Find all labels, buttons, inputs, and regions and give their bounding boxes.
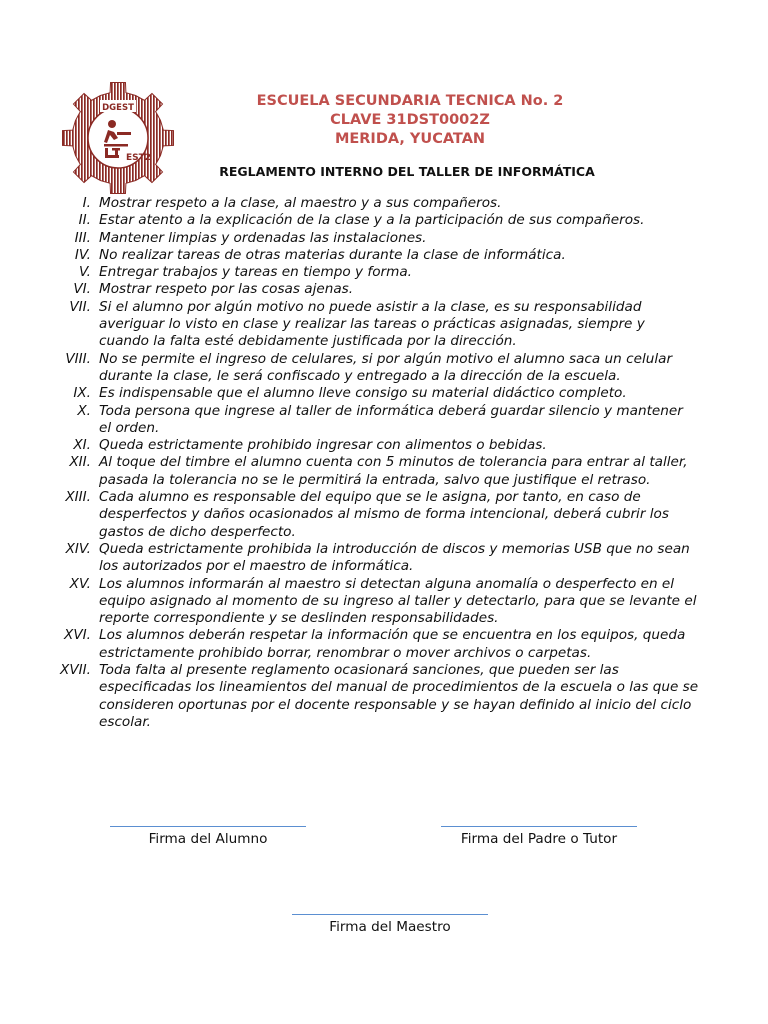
rule-number: XIII. (65, 489, 91, 506)
rule-text: Queda estrictamente prohibida la introducción de discos y memorias USB que no sean los autorizados por el maestro de informática. (99, 540, 690, 575)
rule-number: VII. (69, 298, 91, 315)
rule-number: XI. (73, 437, 91, 454)
rule-number: VIII. (65, 350, 91, 367)
rule-text: Entregar trabajos y tareas en tiempo y forma. (99, 264, 413, 281)
rule-item (0, 437, 768, 454)
rule-text: Si el alumno por algún motivo no puede asistir a la clase, es su responsabilidad averiguar lo visto en clase y realizar las tareas o prácticas asignadas, siempre y cuando la falta esté debidamente justificada por la dirección. (99, 298, 645, 350)
rule-text: Los alumnos deberán respetar la información que se encuentra en los equipos, queda estrictamente prohibido borrar, renombrar o mover archivos o carpetas. (99, 627, 686, 661)
parent-signature-label: Firma del Padre o Tutor (460, 831, 618, 847)
rule-item (0, 385, 768, 402)
rule-text: No realizar tareas de otras materias durante la clase de informática. (99, 246, 566, 263)
rules-list (0, 195, 768, 731)
rule-item (0, 299, 768, 351)
rule-item (0, 212, 768, 229)
rule-number: VI. (73, 281, 91, 298)
school-logo (60, 80, 176, 196)
rule-number: XII. (69, 454, 91, 471)
student-signature (110, 826, 306, 847)
rule-number: XIV. (65, 540, 91, 557)
school-clave: CLAVE 31DST0002Z (330, 112, 490, 128)
rule-text: Toda persona que ingrese al taller de informática deberá guardar silencio y mantener el orden. (99, 402, 683, 436)
parent-signature-line (441, 826, 637, 827)
rule-text: Los alumnos informarán al maestro si detectan alguna anomalía o desperfecto en el equipo asignado al momento de su ingreso al taller y detectarlo, para que se levante el reporte correspondiente y se deslinden responsabilidades. (99, 575, 697, 627)
rule-item (0, 541, 768, 576)
rule-item (0, 247, 768, 264)
rule-number: III. (74, 229, 91, 246)
rule-item (0, 264, 768, 281)
rule-text: Mantener limpias y ordenadas las instalaciones. (99, 229, 427, 246)
rule-item (0, 454, 768, 489)
rule-item (0, 576, 768, 628)
rule-number: I. (82, 195, 91, 211)
rule-text: Al toque del timbre el alumno cuenta con 5 minutos de tolerancia para entrar al taller, pasada la tolerancia no se le permitirá la entrada, salvo que justifique el retraso. (99, 454, 688, 488)
rule-text: Estar atento a la explicación de la clase y a la participación de sus compañeros. (99, 212, 645, 229)
page-title: REGLAMENTO INTERNO DEL TALLER DE INFORMÁTICA (219, 164, 595, 179)
school-location: MERIDA, YUCATAN (334, 131, 486, 147)
rule-number: IX. (73, 385, 91, 402)
rule-number: XVII. (60, 662, 91, 679)
rule-number: IV. (74, 246, 91, 263)
rule-item (0, 662, 768, 731)
teacher-signature-line (292, 914, 488, 915)
rule-number: II. (78, 212, 91, 229)
rule-text: Toda falta al presente reglamento ocasionará sanciones, que pueden ser las especificadas los lineamientos del manual de procedimientos de la escuela o las que se consideren oportunas por el docente responsable y se hayan definido al inicio del ciclo escolar. (99, 662, 699, 730)
rule-item (0, 403, 768, 438)
student-signature-line (110, 826, 306, 827)
logo-top-text: DGEST (102, 103, 134, 113)
rule-text: No se permite el ingreso de celulares, si por algún motivo el alumno saca un celular durante la clase, le será confiscado y entregado a la dirección de la escuela. (99, 350, 673, 384)
rule-text: Mostrar respeto a la clase, al maestro y a sus compañeros. (99, 195, 502, 211)
teacher-signature-label: Firma del Maestro (329, 919, 451, 935)
rule-item (0, 627, 768, 662)
rule-item (0, 281, 768, 298)
gear-emblem-icon (60, 80, 176, 196)
rule-number: XVI. (64, 627, 91, 644)
parent-signature (441, 826, 637, 847)
rule-number: XV. (69, 575, 91, 592)
teacher-signature (292, 914, 488, 935)
rule-text: Queda estrictamente prohibido ingresar con alimentos o bebidas. (99, 437, 547, 454)
rule-number: V. (78, 264, 91, 281)
school-name: ESCUELA SECUNDARIA TECNICA No. 2 (256, 93, 564, 109)
rule-item (0, 230, 768, 247)
rule-text: Es indispensable que el alumno lleve consigo su material didáctico completo. (99, 385, 627, 402)
logo-emblem-text: EST2 (126, 153, 152, 163)
rule-item (0, 351, 768, 386)
rule-text: Mostrar respeto por las cosas ajenas. (99, 281, 354, 298)
rule-text: Cada alumno es responsable del equipo que se le asigna, por tanto, en caso de desperfectos y daños ocasionados al mismo de forma intencional, deberá cubrir los gastos de dicho desperfecto. (99, 489, 669, 540)
rule-number: X. (77, 402, 91, 419)
student-signature-label: Firma del Alumno (148, 831, 268, 847)
rule-item (0, 489, 768, 541)
rule-item (0, 195, 768, 212)
